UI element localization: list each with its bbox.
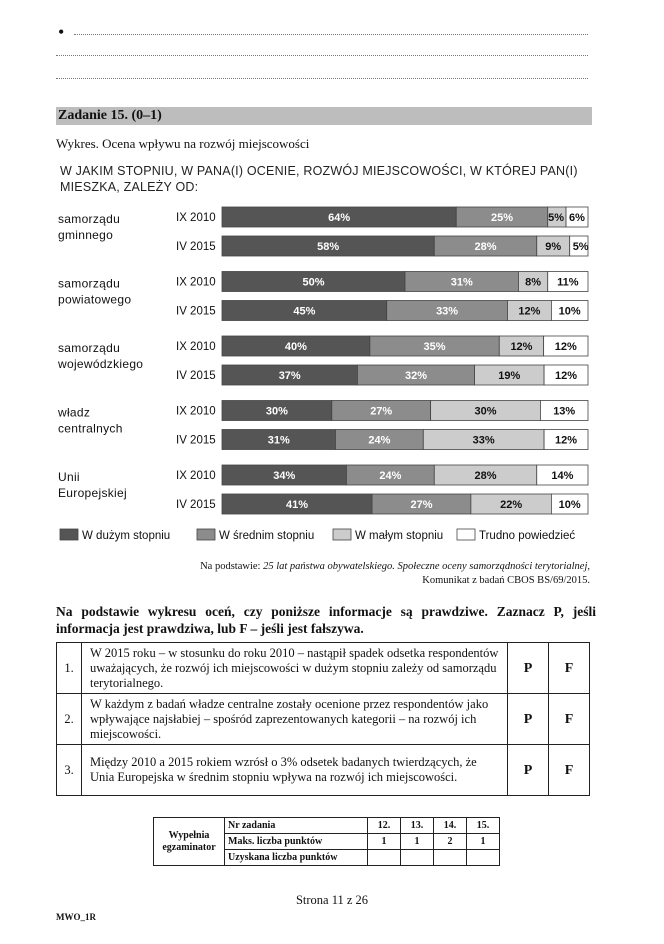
examiner-label: Wypełnia egzaminator	[154, 818, 225, 866]
data-label: 11%	[557, 276, 579, 289]
data-label: 10%	[558, 305, 581, 318]
legend-label: W średnim stopniu	[219, 530, 315, 542]
source-line2: Komunikat z badań CBOS BS/69/2015.	[422, 575, 590, 586]
score-row-label: Nr zadania	[225, 818, 368, 834]
page-number: Strona 11 z 26	[295, 893, 369, 907]
data-label: 12%	[555, 370, 578, 382]
true-false-table	[56, 642, 590, 796]
data-label: 24%	[368, 434, 391, 447]
source-suffix: ,	[587, 561, 590, 572]
table-row	[57, 745, 590, 796]
legend-label: W dużym stopniu	[82, 530, 171, 542]
exam-code: MWO_1R	[56, 912, 96, 922]
data-label: 19%	[498, 370, 521, 382]
statement-number: 2.	[57, 694, 82, 745]
data-label: 9%	[545, 241, 562, 253]
source-prefix: Na podstawie:	[200, 561, 264, 572]
row-label: IX 2010	[176, 212, 216, 224]
score-table	[153, 817, 500, 866]
answer-p-option[interactable]: P	[508, 643, 549, 694]
max-points: 1	[368, 834, 401, 850]
data-label: 24%	[379, 470, 402, 482]
data-label: 34%	[273, 470, 296, 482]
chart-title: W JAKIM STOPNIU, W PANA(I) OCENIE, ROZWÓJ MIEJSCOWOŚCI, W KTÓREJ PAN(I) MIESZKA, ZALEŻY OD:	[60, 164, 578, 194]
score-row	[154, 818, 500, 834]
legend-swatch	[333, 529, 351, 540]
data-label: 27%	[410, 499, 433, 511]
group-label: Unii	[58, 470, 80, 484]
row-label: IV 2015	[176, 434, 216, 447]
legend-swatch	[457, 529, 475, 540]
statement-text: Między 2010 a 2015 rokiem wzrósł o 3% odsetek badanych twierdzących, że Unia Europejska w średnim stopniu wpływa na rozwój ich miejscowości.	[82, 745, 508, 796]
group-label: wojewódzkiego	[58, 357, 144, 371]
statement-number: 3.	[57, 745, 82, 796]
row-label: IV 2015	[176, 370, 216, 382]
bullet: •	[58, 22, 65, 42]
data-label: 30%	[474, 405, 497, 418]
data-label: 5%	[548, 212, 565, 224]
data-label: 12%	[555, 434, 578, 447]
data-label: 31%	[450, 276, 473, 289]
data-label: 32%	[404, 370, 427, 382]
data-label: 22%	[500, 499, 523, 511]
row-label: IX 2010	[176, 276, 216, 289]
group-label: gminnego	[58, 228, 114, 242]
row-label: IV 2015	[176, 499, 216, 511]
legend-label: W małym stopniu	[355, 530, 444, 542]
max-points: 1	[401, 834, 434, 850]
score-row-label: Uzyskana liczba punktów	[225, 850, 368, 866]
data-label: 28%	[474, 241, 497, 253]
legend-swatch	[197, 529, 215, 540]
legend-label: Trudno powiedzieć	[479, 530, 576, 542]
row-label: IV 2015	[176, 305, 216, 318]
statement-text: W 2015 roku – w stosunku do roku 2010 – nastąpił spadek odsetka respondentów uważających, że rozwój ich miejscowości w dużym stopniu zależy od samorządu terytorialnego.	[82, 643, 508, 694]
data-label: 28%	[474, 470, 497, 482]
answer-f-option[interactable]: F	[549, 745, 590, 796]
source-title: 25 lat państwa obywatelskiego. Społeczne oceny samorządności terytorialnej	[263, 561, 588, 572]
data-label: 41%	[286, 499, 309, 511]
task-number: 13.	[401, 818, 434, 834]
data-label: 45%	[293, 305, 316, 318]
row-label: IV 2015	[176, 241, 216, 253]
obtained-points-field[interactable]	[401, 850, 434, 866]
row-label: IX 2010	[176, 405, 216, 418]
group-label: samorządu	[58, 341, 121, 355]
data-label: 12%	[510, 341, 533, 353]
chart-caption: Wykres. Ocena wpływu na rozwój miejscowości	[56, 136, 310, 151]
table-row	[57, 643, 590, 694]
source-note	[120, 560, 590, 588]
obtained-points-field[interactable]	[467, 850, 500, 866]
data-label: 58%	[317, 241, 340, 253]
legend-swatch	[60, 529, 78, 540]
obtained-points-field[interactable]	[434, 850, 467, 866]
data-label: 6%	[569, 212, 585, 224]
task-title: Zadanie 15. (0–1)	[56, 107, 592, 125]
max-points: 1	[467, 834, 500, 850]
data-label: 25%	[490, 212, 514, 224]
answer-p-option[interactable]: P	[508, 745, 549, 796]
table-row	[57, 694, 590, 745]
score-row-label: Maks. liczba punktów	[225, 834, 368, 850]
data-label: 13%	[553, 405, 576, 418]
data-label: 31%	[267, 434, 290, 447]
row-label: IX 2010	[176, 341, 216, 353]
data-label: 35%	[423, 341, 446, 353]
data-label: 37%	[278, 370, 301, 382]
data-label: 8%	[525, 276, 542, 289]
statement-text: W każdym z badań władze centralne zostały ocenione przez respondentów jako wpływające najsłabiej – spośród zaprezentowanych kategorii – na rozwój ich miejscowości.	[82, 694, 508, 745]
group-label: centralnych	[58, 421, 123, 436]
answer-f-option[interactable]: F	[549, 694, 590, 745]
group-label: samorządu	[58, 212, 121, 226]
statement-number: 1.	[57, 643, 82, 694]
group-label: Europejskiej	[58, 486, 127, 500]
data-label: 50%	[302, 276, 325, 289]
group-label: władz	[58, 405, 91, 420]
data-label: 33%	[436, 305, 459, 318]
group-label: powiatowego	[58, 292, 132, 307]
data-label: 27%	[370, 405, 393, 418]
answer-p-option[interactable]: P	[508, 694, 549, 745]
group-label: samorządu	[58, 276, 121, 291]
data-label: 12%	[518, 305, 541, 318]
data-label: 12%	[554, 341, 577, 353]
data-label: 64%	[328, 212, 351, 224]
answer-f-option[interactable]: F	[549, 643, 590, 694]
data-label: 5%	[572, 241, 589, 253]
max-points: 2	[434, 834, 467, 850]
instruction: Na podstawie wykresu oceń, czy poniższe informacje są prawdziwe. Zaznacz P, jeśli informacja jest prawdziwa, lub F – jeśli jest fałszywa.	[56, 604, 596, 636]
data-label: 33%	[472, 434, 495, 447]
data-label: 14%	[551, 470, 574, 482]
data-label: 40%	[284, 341, 307, 353]
task-number: 14.	[434, 818, 467, 834]
data-label: 10%	[558, 499, 581, 511]
row-label: IX 2010	[176, 470, 216, 482]
task-number: 12.	[368, 818, 401, 834]
data-label: 30%	[265, 405, 288, 418]
obtained-points-field[interactable]	[368, 850, 401, 866]
task-number: 15.	[467, 818, 500, 834]
